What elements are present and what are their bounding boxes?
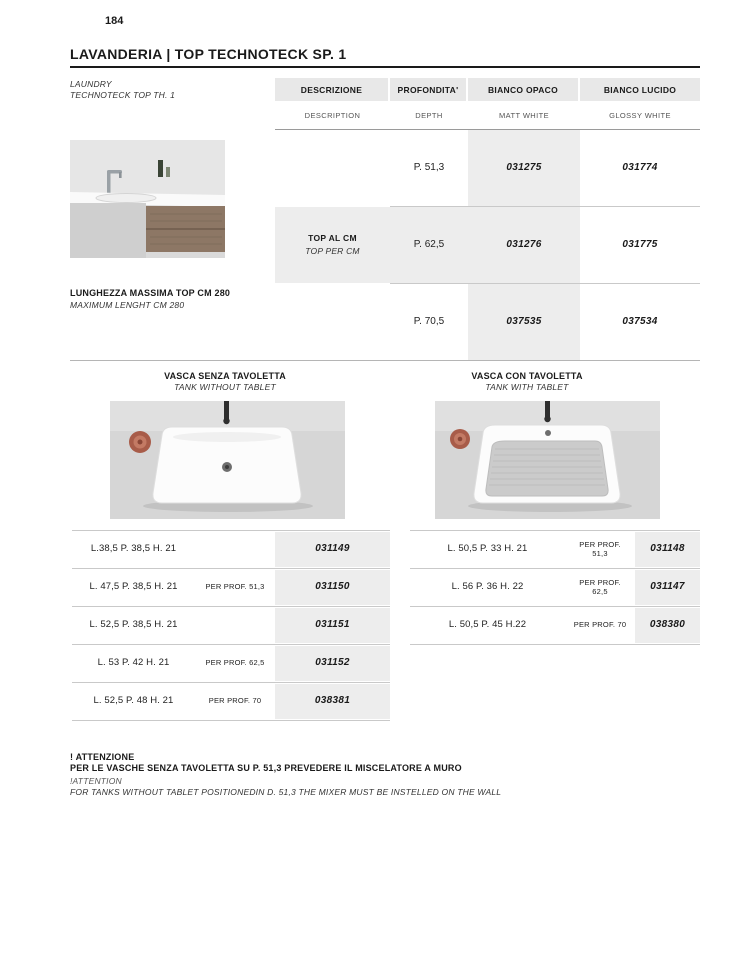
floor [70, 203, 146, 258]
bottle-small [166, 167, 170, 177]
page-title: LAVANDERIA | TOP TECHNOTECK SP. 1 [70, 46, 347, 62]
glossy-white-code: 037534 [622, 315, 658, 327]
tank-with-tablet-title [402, 371, 652, 392]
header-matt-white: MATT WHITE [499, 110, 549, 120]
for-depth-cell [195, 606, 275, 644]
depth-value: P. 70,5 [413, 315, 445, 327]
attention-title-italian: ! ATTENZIONE [70, 752, 135, 762]
drain [545, 430, 551, 436]
code-cell: 031147 [650, 580, 685, 592]
tank-with-tablet-photo [435, 401, 660, 519]
tank-without-tablet-title-it: VASCA SENZA TAVOLETTA [164, 371, 286, 381]
countertop-sink-photo [70, 140, 225, 258]
faucet [223, 401, 229, 424]
matt-white-code: 037535 [506, 315, 542, 327]
size-cell: L. 52,5 P. 38,5 H. 21 [89, 619, 178, 631]
size-cell: L. 47,5 P. 38,5 H. 21 [89, 581, 178, 593]
depth-value: P. 62,5 [413, 238, 445, 250]
soap-dish [450, 429, 470, 449]
depth-value: P. 51,3 [413, 161, 445, 173]
code-cell: 031150 [315, 580, 350, 592]
top-al-cm-label: TOP AL CM [308, 233, 357, 244]
wall [70, 140, 225, 196]
header-bianco-lucido: BIANCO LUCIDO [580, 78, 700, 101]
size-cell: L. 56 P. 36 H. 22 [451, 581, 524, 593]
max-length-italian: LUNGHEZZA MASSIMA TOP CM 280 [70, 288, 231, 298]
attention-text-english: FOR TANKS WITHOUT TABLET POSITIONEDIN D. 51,3 THE MIXER MUST BE INSTELLED ON THE WALL [70, 787, 502, 797]
for-depth-cell [195, 530, 275, 568]
page-number: 184 [105, 15, 124, 27]
description-cell [275, 130, 390, 360]
code-cell: 031148 [650, 542, 685, 554]
attention-title-english: !ATTENTION [70, 776, 122, 786]
bottle [158, 160, 163, 177]
code-cell: 038380 [649, 618, 686, 630]
code-cell: 031152 [315, 656, 350, 668]
header-descrizione: DESCRIZIONE [275, 78, 390, 101]
tank-with-tablet-title-en: TANK WITH TABLET [485, 382, 569, 392]
tank-with-tablet-title-it: VASCA CON TAVOLETTA [471, 371, 583, 381]
top-per-cm-label: TOP PER CM [305, 246, 360, 256]
header-depth: DEPTH [415, 110, 443, 120]
size-cell: L. 52,5 P. 48 H. 21 [93, 695, 174, 707]
glossy-white-code: 031774 [622, 161, 658, 173]
matt-white-code: 031275 [506, 161, 542, 173]
for-depth-cell: PER PROF. 70 [208, 696, 262, 706]
for-depth-cell: PER PROF. 70 [573, 620, 627, 630]
size-cell: L.38,5 P. 38,5 H. 21 [90, 543, 177, 555]
size-cell: L. 50,5 P. 45 H.22 [448, 619, 527, 631]
faucet [544, 401, 550, 422]
subtitle-technoteck: TECHNOTECK TOP TH. 1 [70, 90, 176, 100]
soap-dish [129, 431, 151, 453]
subtitle-laundry: LAUNDRY [70, 79, 112, 89]
header-profondita: PROFONDITA' [390, 78, 468, 101]
size-cell: L. 50,5 P. 33 H. 21 [447, 543, 528, 555]
header-bianco-opaco: BIANCO OPACO [468, 78, 580, 101]
header-description: DESCRIPTION [304, 110, 361, 120]
table-line [72, 720, 390, 721]
wood-drawers [146, 206, 225, 252]
header-glossy-white: GLOSSY WHITE [609, 110, 671, 120]
attention-text-italian: PER LE VASCHE SENZA TAVOLETTA SU P. 51,3 PREVEDERE IL MISCELATORE A MURO [70, 763, 462, 773]
code-cell: 038381 [314, 694, 351, 706]
glossy-white-code: 031775 [622, 238, 658, 250]
basin [153, 427, 301, 503]
code-cell: 031151 [315, 618, 350, 630]
for-depth-cell: PER PROF. 51,3 [205, 582, 265, 592]
for-depth-cell: PER PROF. 51,3 [579, 539, 621, 558]
table-line [410, 644, 700, 645]
table-header-italian [275, 78, 700, 101]
tank-without-tablet-title-en: TANK WITHOUT TABLET [174, 382, 276, 392]
section-divider [70, 360, 700, 361]
code-cell: 031149 [315, 542, 350, 554]
size-cell: L. 53 P. 42 H. 21 [97, 657, 170, 669]
tank-without-tablet-photo [110, 401, 345, 519]
for-depth-cell: PER PROF. 62,5 [205, 658, 265, 668]
tablet-cover [486, 441, 608, 496]
tank-without-tablet-title [100, 371, 350, 392]
matt-white-code: 031276 [506, 238, 542, 250]
max-length-english: MAXIMUM LENGHT CM 280 [70, 300, 185, 310]
for-depth-cell: PER PROF. 62,5 [579, 577, 621, 596]
title-rule [70, 66, 700, 68]
table-header-english [275, 101, 700, 130]
